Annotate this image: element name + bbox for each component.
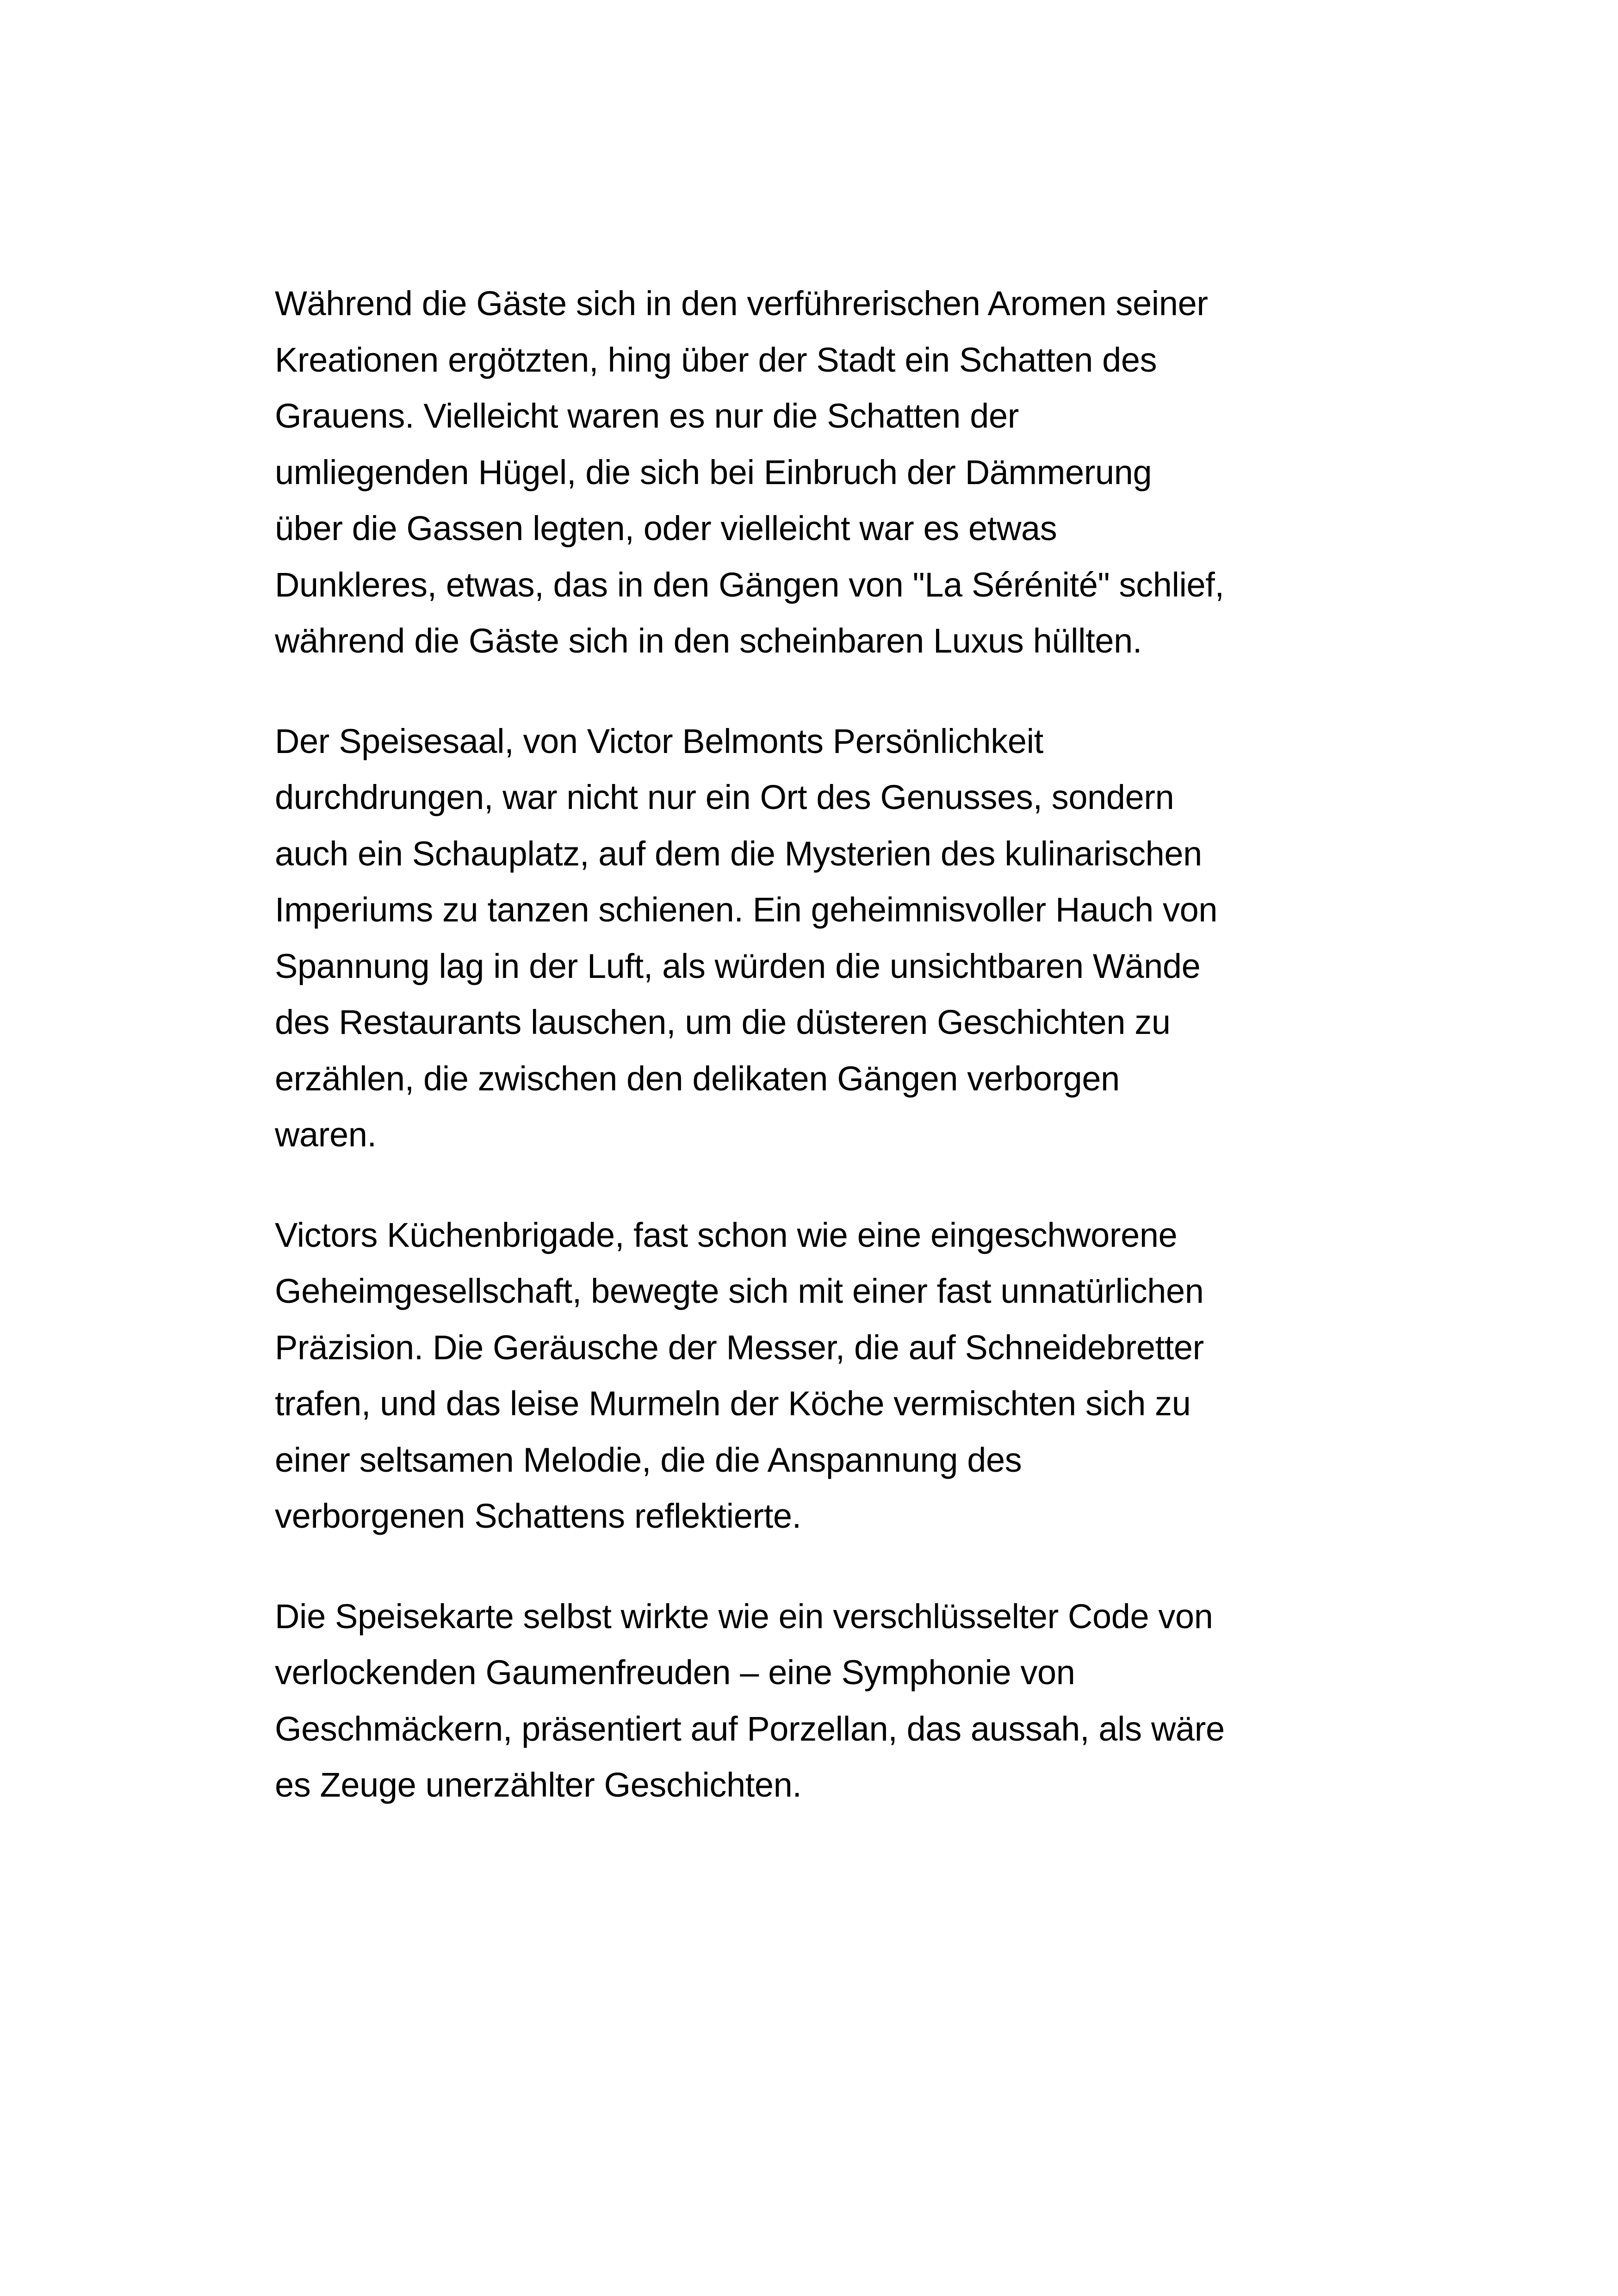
text-line: umliegenden Hügel, die sich bei Einbruch der Dämmerung bbox=[275, 453, 1152, 492]
body-text bbox=[275, 275, 1385, 1857]
text-line: Spannung lag in der Luft, als würden die unsichtbaren Wände bbox=[275, 946, 1201, 985]
paragraph-4 bbox=[275, 1588, 1385, 1813]
text-line: Imperiums zu tanzen schienen. Ein geheimnisvoller Hauch von bbox=[275, 890, 1218, 929]
text-line: Während die Gäste sich in den verführerischen Aromen seiner bbox=[275, 284, 1208, 323]
text-line: während die Gäste sich in den scheinbaren Luxus hüllten. bbox=[275, 622, 1142, 660]
text-line: verborgenen Schattens reflektierte. bbox=[275, 1497, 801, 1535]
text-line: einer seltsamen Melodie, die die Anspannung des bbox=[275, 1440, 1022, 1479]
text-line: erzählen, die zwischen den delikaten Gängen verborgen bbox=[275, 1059, 1120, 1098]
paragraph-2 bbox=[275, 713, 1385, 1163]
text-line: es Zeuge unerzählter Geschichten. bbox=[275, 1766, 802, 1804]
text-line: waren. bbox=[275, 1115, 377, 1154]
text-line: Der Speisesaal, von Victor Belmonts Persönlichkeit bbox=[275, 722, 1043, 760]
text-line: Geheimgesellschaft, bewegte sich mit einer fast unnatürlichen bbox=[275, 1272, 1204, 1310]
paragraph-1 bbox=[275, 275, 1385, 669]
text-line: Präzision. Die Geräusche der Messer, die auf Schneidebretter bbox=[275, 1328, 1204, 1367]
text-line: verlockenden Gaumenfreuden – eine Symphonie von bbox=[275, 1653, 1075, 1692]
text-line: Dunkleres, etwas, das in den Gängen von "La Sérénité" schlief, bbox=[275, 565, 1224, 604]
text-line: Geschmäckern, präsentiert auf Porzellan, das aussah, als wäre bbox=[275, 1709, 1225, 1748]
text-line: Victors Küchenbrigade, fast schon wie eine eingeschworene bbox=[275, 1215, 1178, 1254]
text-line: trafen, und das leise Murmeln der Köche vermischten sich zu bbox=[275, 1384, 1191, 1423]
text-line: Die Speisekarte selbst wirkte wie ein verschlüsselter Code von bbox=[275, 1597, 1213, 1636]
paragraph-3 bbox=[275, 1207, 1385, 1544]
text-line: durchdrungen, war nicht nur ein Ort des Genusses, sondern bbox=[275, 778, 1174, 816]
text-line: des Restaurants lauschen, um die düsteren Geschichten zu bbox=[275, 1003, 1171, 1041]
text-line: über die Gassen legten, oder vielleicht war es etwas bbox=[275, 509, 1057, 548]
text-line: Kreationen ergötzten, hing über der Stadt ein Schatten des bbox=[275, 340, 1157, 379]
text-line: auch ein Schauplatz, auf dem die Mysterien des kulinarischen bbox=[275, 834, 1202, 873]
text-line: Grauens. Vielleicht waren es nur die Schatten der bbox=[275, 397, 1019, 435]
